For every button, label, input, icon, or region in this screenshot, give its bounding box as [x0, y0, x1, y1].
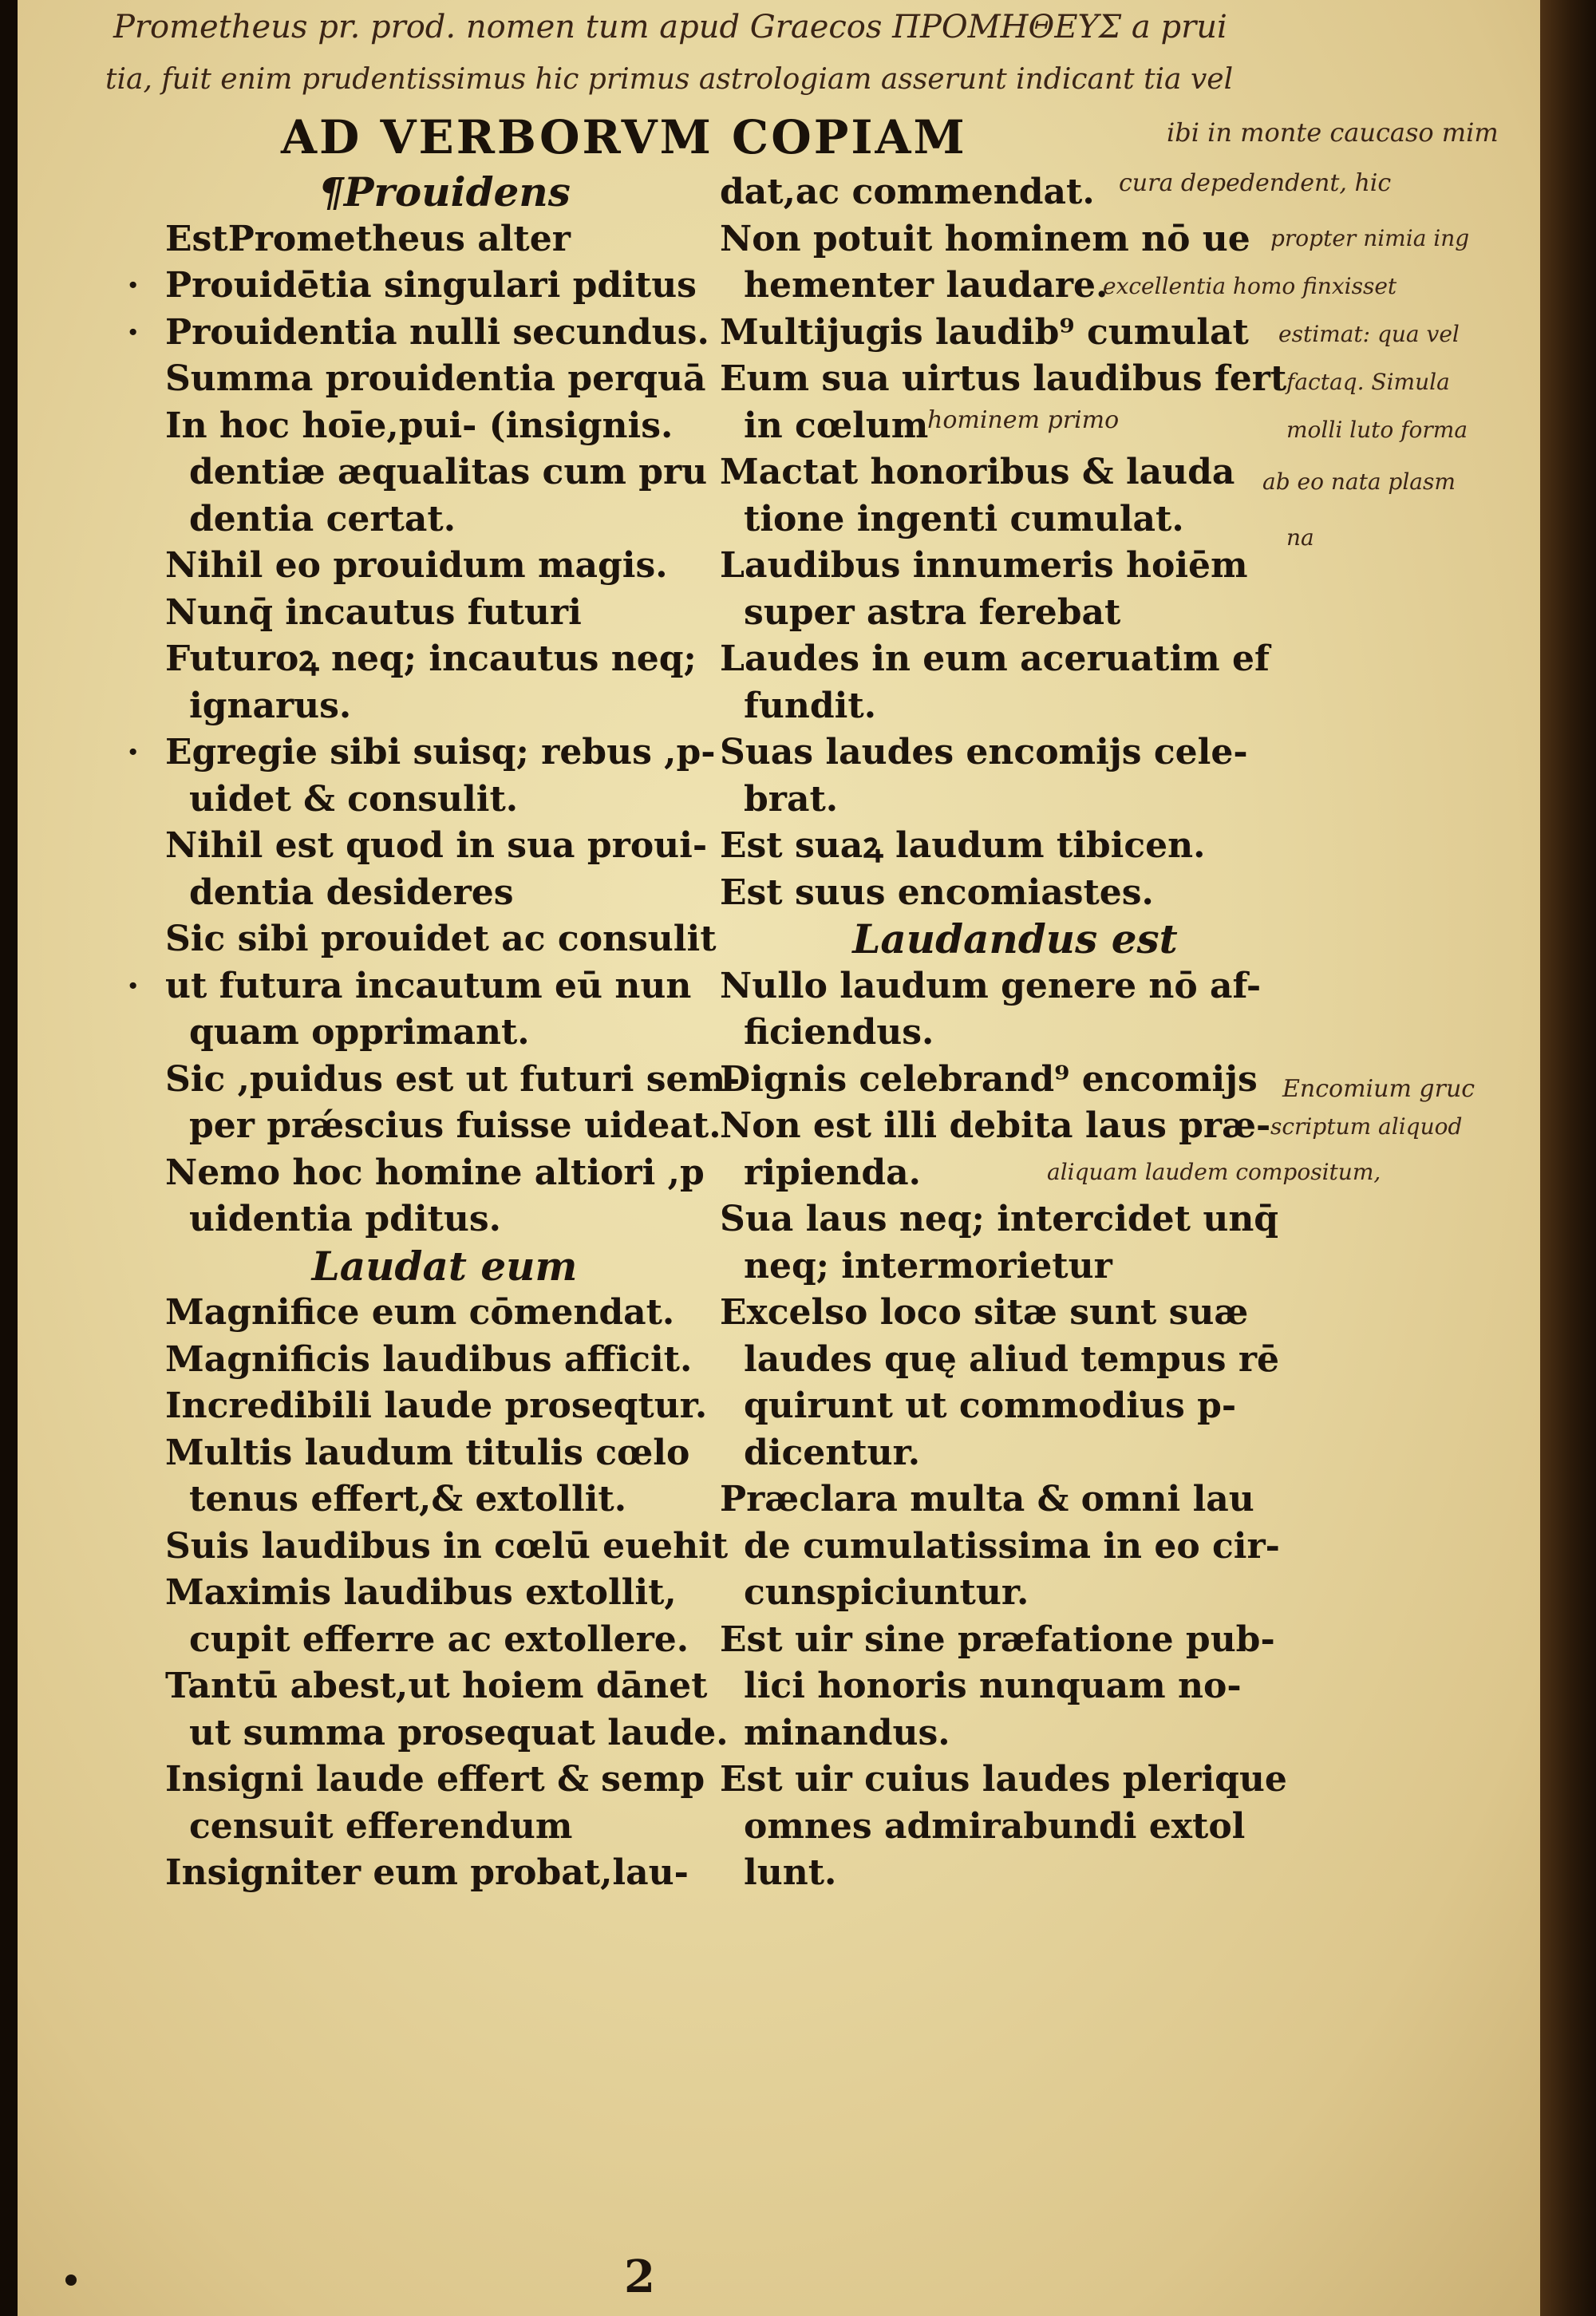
right-column-line: Eum sua uirtus laudibus fert	[720, 358, 1287, 399]
handwritten-note-top-3: ibi in monte caucaso mim	[1167, 117, 1499, 148]
left-column-line: Tantū abest,ut hoiem dānet	[165, 1666, 708, 1706]
right-column-line: Est uir sine præfatione pub-	[720, 1618, 1275, 1660]
book-page	[18, 0, 1562, 2316]
right-column-line: Mactat honoribus & lauda	[720, 452, 1235, 492]
right-column-line: Dignis celebrand⁹ encomijs	[720, 1058, 1258, 1100]
left-column-line: dentia certat.	[189, 498, 456, 539]
left-column-line: · ut futura incautum eū nun	[165, 963, 724, 1010]
left-column-line: · Prouidentia nulli secundus.	[165, 310, 724, 357]
right-column-line: neq; intermorietur	[744, 1245, 1112, 1286]
right-column-line: cunspiciuntur.	[744, 1572, 1029, 1613]
handwritten-margin-mid-3: aliquam laudem compositum,	[1047, 1159, 1381, 1185]
left-column-line: Laudat eum	[311, 1242, 578, 1290]
right-column-line: minandus.	[744, 1712, 950, 1753]
right-column-line: Laudibus innumeris hoiēm	[720, 545, 1248, 586]
page-gutter-shadow	[0, 0, 18, 2316]
right-column-line: omnes admirabundi extol	[744, 1805, 1246, 1847]
right-column-line: Suas laudes encomijs cele-	[720, 732, 1248, 773]
left-column-line: dentiæ æqualitas cum pru	[189, 452, 708, 492]
right-column-line: brat.	[744, 778, 839, 820]
right-column-line: Excelso loco sitæ sunt suæ	[720, 1292, 1249, 1333]
left-column-line: uidentia pditus.	[189, 1199, 501, 1239]
left-column-line: quam opprimant.	[189, 1012, 530, 1053]
right-column-line: dat,ac commendat.	[720, 172, 1095, 212]
right-column-line: Est suus encomiastes.	[720, 871, 1154, 913]
handwritten-note-top-2: tia, fuit enim prudentissimus hic primus astrologiam asserunt indicant tia vel	[105, 63, 1234, 96]
handwritten-margin-7: ab eo nata plasm	[1262, 468, 1456, 495]
left-column-line: Nihil eo prouidum magis.	[165, 545, 668, 586]
left-column-line: Nihil est quod in sua proui-	[165, 825, 708, 866]
right-column-line: fundit.	[744, 685, 877, 726]
signature-mark: 2	[624, 2251, 655, 2303]
left-column-line: ¶Prouidens	[318, 168, 571, 215]
right-column-line: Non est illi debita laus præ-	[720, 1105, 1271, 1146]
left-column-line: Sic sibi prouidet ac consulit	[165, 919, 717, 959]
left-column-line: ut summa prosequat laude.	[189, 1712, 729, 1753]
right-text-column	[720, 169, 1310, 1897]
right-column-line: laudes quę aliud tempus rē	[744, 1338, 1280, 1380]
right-column-line: Est suaꝝ laudum tibicen.	[720, 825, 1206, 866]
left-column-line: EstPrometheus alter	[165, 218, 571, 259]
right-column-line: de cumulatissima in eo cir-	[744, 1525, 1280, 1567]
left-column-line: · Prouidētia singulari pditus	[165, 263, 724, 310]
right-column-line: lici honoris nunquam no-	[744, 1666, 1242, 1706]
left-column-line: censuit efferendum	[189, 1805, 573, 1847]
left-column-line: uidet & consulit.	[189, 778, 519, 820]
page-header: AD VERBORVM COPIAM	[281, 110, 967, 164]
left-column-line: Insigni laude effert & semp	[165, 1759, 705, 1800]
right-column-line: Multijugis laudib⁹ cumulat	[720, 311, 1249, 353]
left-column-line: Summa prouidentia perquā	[165, 358, 706, 399]
handwritten-margin-5: factaq. Simula	[1286, 369, 1450, 395]
handwritten-note-top-1: Prometheus pr. prod. nomen tum apud Graecos ΠΡΟΜΗΘΕΥΣ a prui	[113, 9, 1227, 45]
left-column-line: In hoc hoīe,pui- (insignis.	[165, 405, 674, 446]
right-column-line: in cœlum	[744, 405, 929, 446]
left-column-line: Magnificis laudibus afficit.	[165, 1338, 693, 1380]
left-column-line: Maximis laudibus extollit,	[165, 1572, 677, 1613]
left-text-column	[165, 168, 741, 1897]
right-column-line: hementer laudare.	[744, 265, 1108, 306]
right-column-line: Laudes in eum aceruatim ef	[720, 638, 1270, 679]
right-column-line: ripienda.	[744, 1152, 921, 1193]
right-column-line: Præclara multa & omni lau	[720, 1479, 1254, 1520]
left-column-line: Magnifice eum cōmendat.	[165, 1292, 675, 1333]
left-column-line: Multis laudum titulis cœlo	[165, 1432, 690, 1473]
left-column-line: · Egregie sibi suisq; rebus ,p-	[165, 729, 724, 777]
handwritten-inline-1: hominem primo	[927, 406, 1120, 434]
right-column-line: super astra ferebat	[744, 591, 1121, 633]
handwritten-margin-4: estimat: qua vel	[1278, 321, 1460, 347]
handwritten-margin-1: cura depedendent, hic	[1119, 169, 1392, 197]
left-column-line: per prǽscius fuisse uideat.	[189, 1105, 721, 1146]
left-column-line: Incredibili laude proseqtur.	[165, 1385, 708, 1426]
handwritten-margin-8: na	[1286, 524, 1314, 551]
right-column-line: tione ingenti cumulat.	[744, 498, 1184, 539]
right-column-line: dicentur.	[744, 1432, 921, 1473]
left-column-line: dentia desideres	[189, 871, 514, 913]
left-column-line: cupit efferre ac extollere.	[189, 1618, 689, 1660]
left-column-line: ignarus.	[189, 685, 352, 726]
left-column-line: tenus effert,& extollit.	[189, 1479, 627, 1520]
left-column-line: Nemo hoc homine altiori ,p	[165, 1152, 705, 1193]
handwritten-margin-6: molli luto forma	[1286, 417, 1468, 443]
right-column-line: lunt.	[744, 1852, 837, 1893]
right-column-line: Sua laus neq; intercidet unq̄	[720, 1199, 1279, 1239]
right-column-line: ficiendus.	[744, 1012, 934, 1053]
book-binding-edge	[1540, 0, 1596, 2316]
left-column-line: Sic ,puidus est ut futuri sem-	[165, 1058, 741, 1100]
left-column-line: Futuroꝝ neq; incautus neq;	[165, 638, 697, 679]
left-column-line: Suis laudibus in cœlū euehit	[165, 1525, 729, 1567]
ink-dot	[65, 2275, 77, 2286]
handwritten-margin-2: propter nimia ing	[1270, 225, 1470, 251]
right-column-line: Non potuit hominem nō ue	[720, 218, 1250, 259]
right-column-line: Est uir cuius laudes plerique	[720, 1759, 1287, 1800]
left-column-line: Insigniter eum probat,lau-	[165, 1852, 689, 1893]
right-column-line: Laudandus est	[852, 915, 1178, 962]
left-column-line: Nunq̄ incautus futuri	[165, 591, 582, 633]
handwritten-margin-mid-2: scriptum aliquod	[1270, 1113, 1463, 1140]
handwritten-margin-mid-1: Encomium gruc	[1282, 1075, 1476, 1103]
right-column-line: quirunt ut commodius p-	[744, 1385, 1237, 1426]
handwritten-margin-3: excellentia homo finxisset	[1103, 273, 1397, 299]
right-column-line: Nullo laudum genere nō af-	[720, 965, 1262, 1006]
